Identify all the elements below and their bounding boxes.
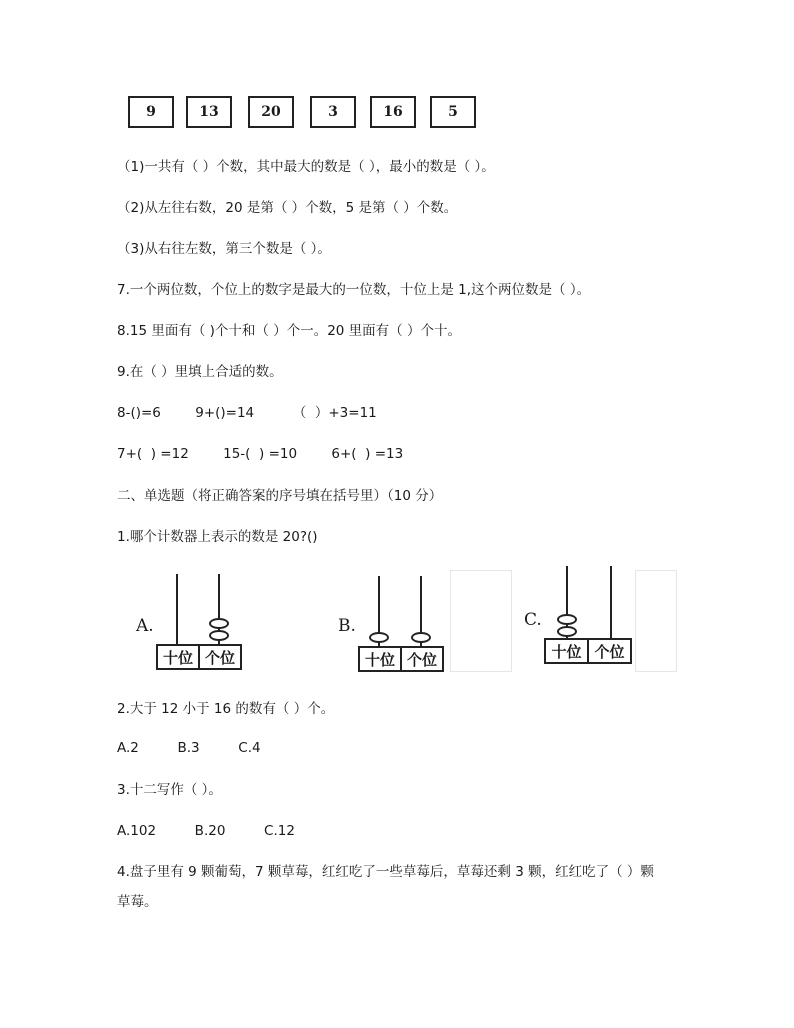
choice-question-4-line-1: 4.盘子里有 9 颗葡萄，7 颗草莓，红红吃了一些草莓后，草莓还剩 3 颗，红红吃了（ ）颗 [117, 864, 654, 880]
tens-label: 十位 [364, 650, 395, 669]
number-card: 5 [430, 96, 476, 128]
abacus-a [120, 560, 250, 680]
option-label: A. [136, 616, 154, 636]
question-6-part-2: （2)从左往右数，20 是第（ ）个数，5 是第（ ）个数。 [117, 200, 458, 216]
abacus-c [524, 560, 664, 680]
tens-label: 十位 [162, 648, 193, 667]
question-6-part-1: （1)一共有（ ）个数，其中最大的数是（ ），最小的数是（ ）。 [117, 159, 495, 175]
bead [411, 632, 431, 643]
question-9: 9.在（ ）里填上合适的数。 [117, 364, 283, 380]
question-9-row-2: 7+( ) =12 15-( ) =10 6+( ) =13 [117, 446, 404, 462]
place-value-base [544, 638, 632, 664]
choice-question-4-line-2: 草莓。 [117, 894, 158, 910]
question-9-row-1: 8-()=6 9+()=14 （ ）+3=11 [117, 405, 377, 421]
choice-question-2: 2.大于 12 小于 16 的数有（ ）个。 [117, 701, 335, 717]
ones-rod [610, 566, 612, 640]
choice-question-3-options: A.102 B.20 C.12 [117, 823, 295, 839]
ones-label: 个位 [198, 646, 240, 668]
tens-label: 十位 [551, 642, 582, 661]
question-8: 8.15 里面有（ )个十和（ ）个一。20 里面有（ ）个十。 [117, 323, 461, 339]
abacus-figures [120, 560, 680, 690]
bead [557, 626, 577, 637]
bead [209, 630, 229, 641]
bead [209, 618, 229, 629]
bead [369, 632, 389, 643]
place-value-base [358, 646, 444, 672]
question-6-part-3: （3)从右往左数，第三个数是（ ）。 [117, 241, 331, 257]
number-card: 20 [248, 96, 294, 128]
ones-label: 个位 [587, 640, 630, 662]
number-card: 3 [310, 96, 356, 128]
number-cards-row [128, 96, 498, 136]
tens-rod [176, 574, 178, 644]
choice-question-2-options: A.2 B.3 C.4 [117, 740, 261, 756]
option-label: B. [338, 616, 356, 636]
number-card: 16 [370, 96, 416, 128]
ones-label: 个位 [400, 648, 442, 670]
number-card: 13 [186, 96, 232, 128]
place-value-base [156, 644, 242, 670]
question-7: 7.一个两位数，个位上的数字是最大的一位数，十位上是 1,这个两位数是（ ）。 [117, 282, 591, 298]
number-card: 9 [128, 96, 174, 128]
choice-question-3: 3.十二写作（ ）。 [117, 782, 222, 798]
section-2-heading: 二、单选题（将正确答案的序号填在括号里）（10 分） [117, 488, 443, 504]
abacus-b [338, 560, 468, 680]
bead [557, 614, 577, 625]
option-label: C. [524, 610, 542, 630]
choice-question-1: 1.哪个计数器上表示的数是 20?() [117, 529, 318, 545]
